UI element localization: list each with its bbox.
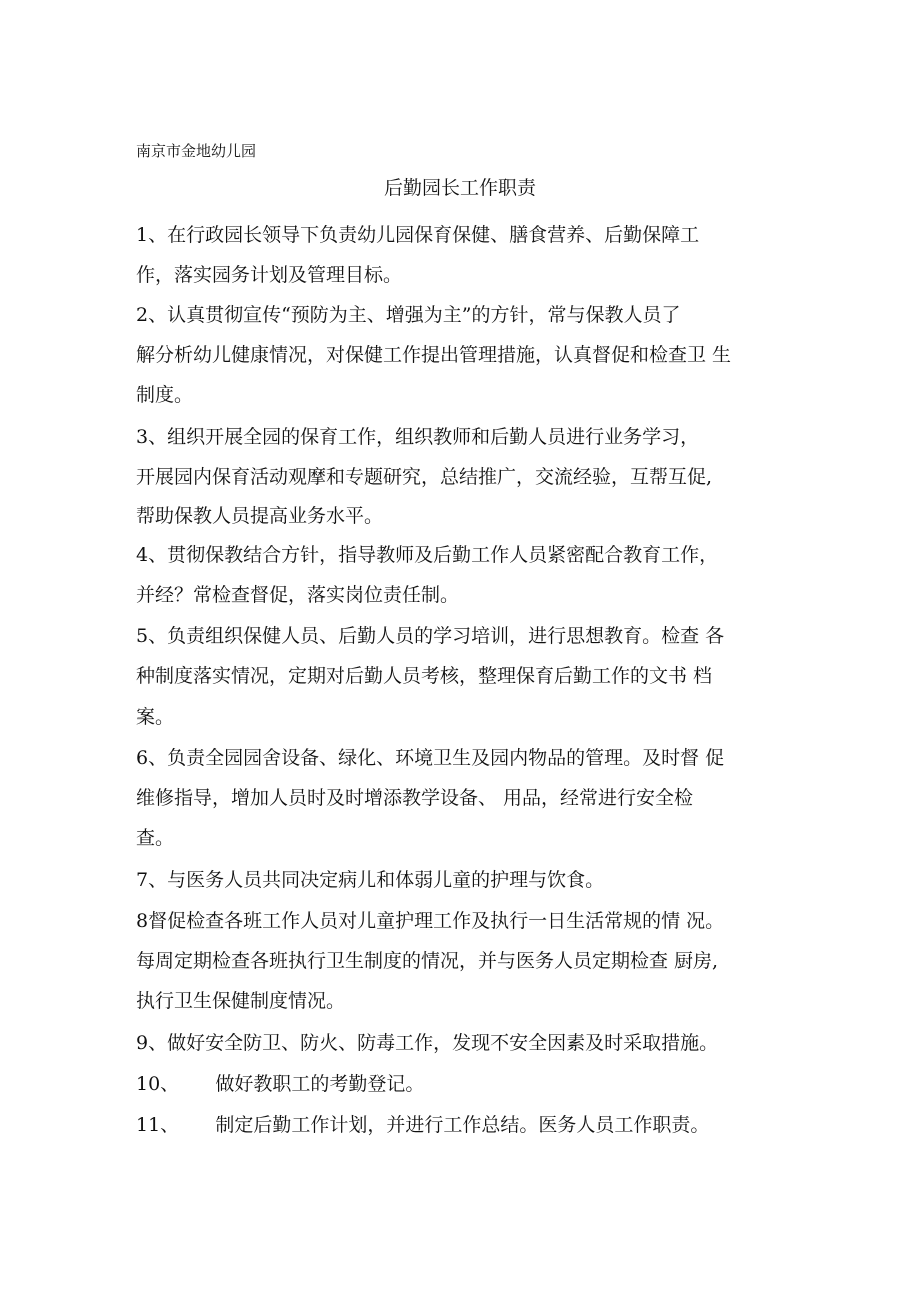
document-title: 后勤园长工作职责 [383, 177, 536, 199]
duty-5-line-3: 案。 [136, 706, 175, 728]
duty-1-line-1: 1、在行政园长领导下负责幼儿园保育保健、膳食营养、后勤保障工 [136, 224, 700, 246]
organization-name: 南京市金地幼儿园 [136, 142, 257, 160]
duty-4-line-2: 并经？常检查督促，落实岗位责任制。 [136, 584, 460, 606]
duty-6-line-1: 6、负责全园园舍设备、绿化、环境卫生及园内物品的管理。及时督 促 [136, 747, 725, 769]
duty-6-line-2: 维修指导，增加人员时及时增添教学设备、 用品，经常进行安全检 [136, 787, 694, 809]
duty-3-line-1: 3、组织开展全园的保育工作，组织教师和后勤人员进行业务学习， [136, 426, 700, 448]
duty-7-line-1: 7、与医务人员共同决定病儿和体弱儿童的护理与饮食。 [136, 869, 605, 891]
duty-8-line-2: 每周定期检查各班执行卫生制度的情况，并与医务人员定期检查 厨房, [136, 950, 719, 972]
duty-5-line-1: 5、负责组织保健人员、后勤人员的学习培训，进行思想教育。检查 各 [136, 625, 725, 647]
duty-11-line-1: 11、 制定后勤工作计划，并进行工作总结。医务人员工作职责。 [136, 1114, 710, 1136]
duty-4-line-1: 4、贯彻保教结合方针，指导教师及后勤工作人员紧密配合教育工作， [136, 544, 719, 566]
duty-2-line-3: 制度。 [136, 384, 194, 406]
duty-5-line-2: 种制度落实情况，定期对后勤人员考核，整理保育后勤工作的文书 档 [136, 665, 713, 687]
duty-8-line-1: 8督促检查各班工作人员对儿童护理工作及执行一日生活常规的情 况。 [136, 910, 725, 932]
duty-1-line-2: 作，落实园务计划及管理目标。 [136, 264, 403, 286]
duty-3-line-2: 开展园内保育活动观摩和专题研究，总结推广，交流经验，互帮互促, [136, 466, 713, 488]
duty-2-line-1: 2、认真贯彻宣传“预防为主、增强为主”的方针，常与保教人员了 [136, 304, 681, 326]
duty-2-line-2: 解分析幼儿健康情况，对保健工作提出管理措施，认真督促和检查卫 生 [136, 344, 732, 366]
duty-6-line-3: 查。 [136, 827, 175, 849]
duty-10-line-1: 10、 做好教职工的考勤登记。 [136, 1073, 425, 1095]
duty-8-line-3: 执行卫生保健制度情况。 [136, 990, 346, 1012]
duty-9-line-1: 9、做好安全防卫、防火、防毒工作，发现不安全因素及时采取措施。 [136, 1032, 719, 1054]
duty-3-line-3: 帮助保教人员提高业务水平。 [136, 505, 384, 527]
